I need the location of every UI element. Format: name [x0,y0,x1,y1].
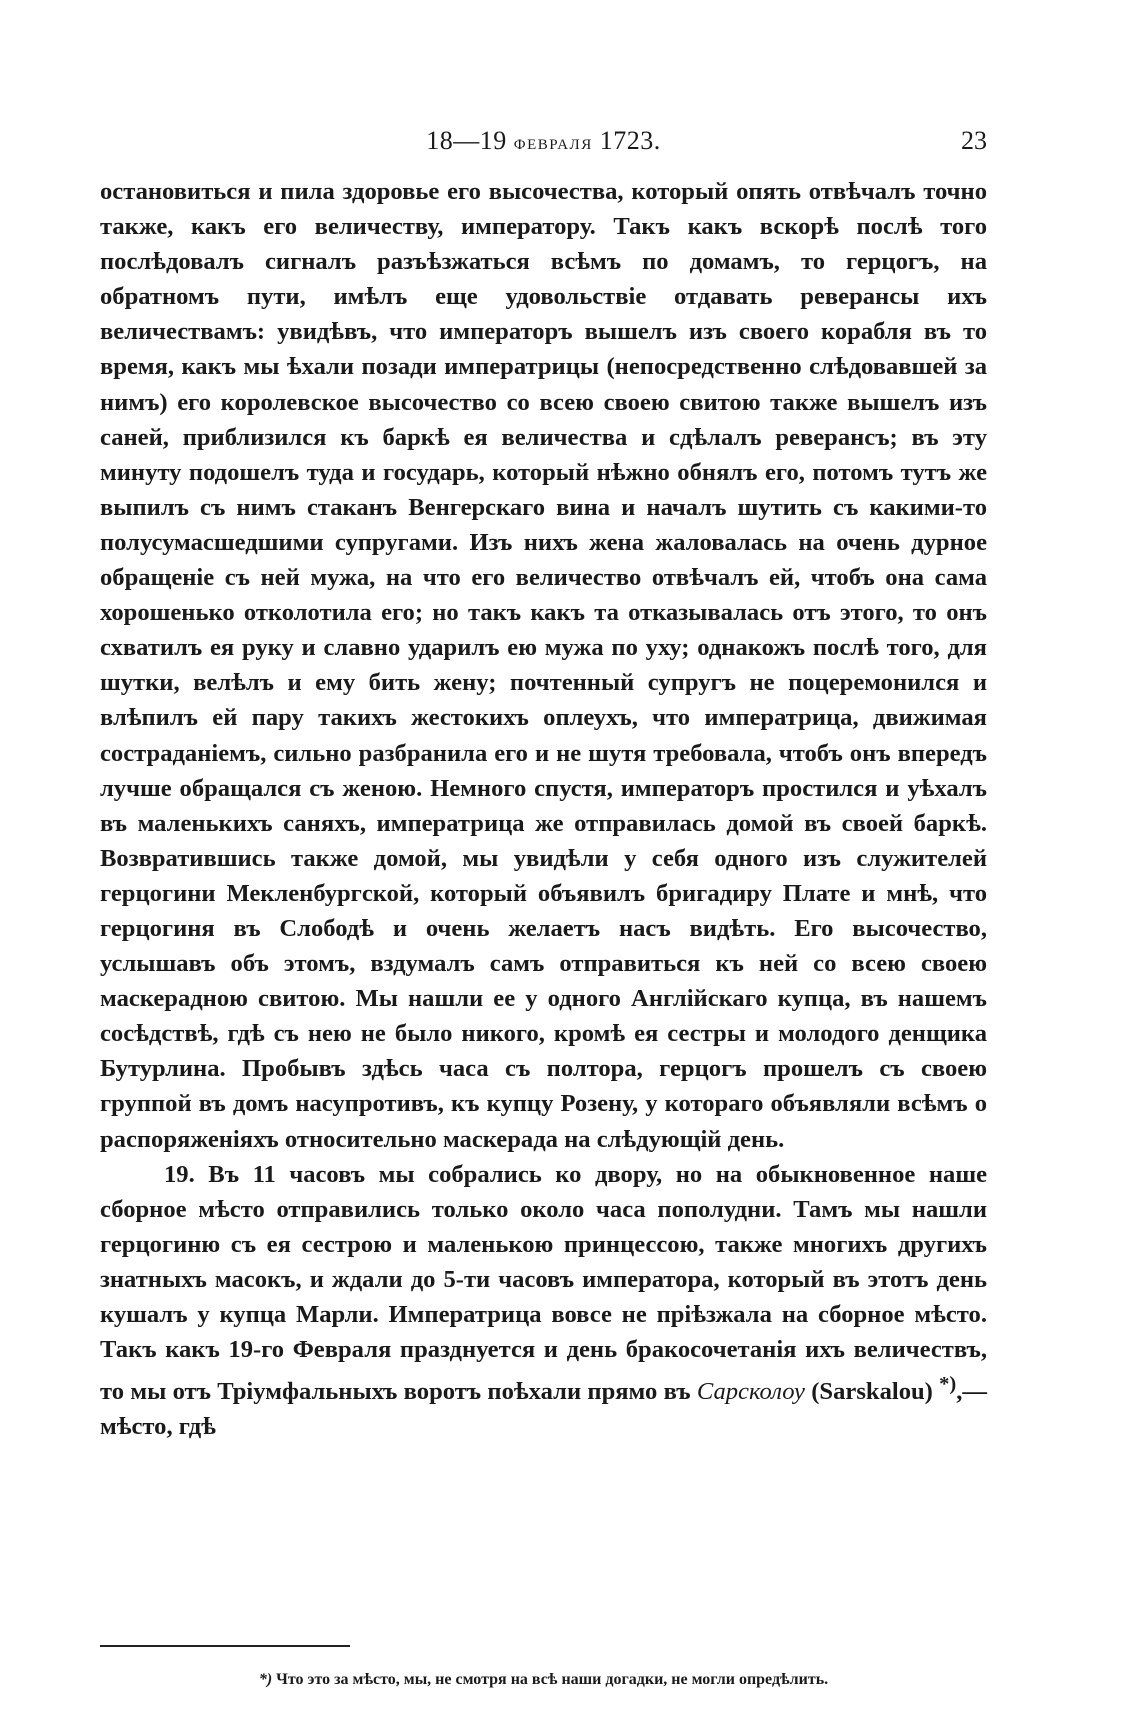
running-title-year: 1723. [592,126,661,155]
paragraph-text-end: ,—мѣсто, гдѣ [100,1378,987,1441]
page-number: 23 [961,126,987,155]
paragraph-february-19 [100,1157,987,1445]
main-text [100,174,987,1445]
footnote [100,1671,987,1689]
running-title-month: февраля [513,129,593,154]
paragraph-text-start: 19. Въ 11 часовъ мы собрались ко двору, но на обыкновенное наше сборное мѣсто отправились только около часа пополудни. Тамъ мы нашли герцогиню съ ея сестрою и маленькою принцессою, также многихъ другихъ знатныхъ масокъ, и ждали до 5-ти часовъ императора, который въ этотъ день кушалъ у купца Марли. Императрица вовсе не пріѣзжала на сборное мѣсто. Такъ какъ 19-го Февраля празднуется и день бракосочетанія ихъ величествъ, то мы отъ Тріумфальныхъ воротъ поѣхали прямо въ [100,1160,987,1406]
running-title [100,126,987,156]
footnote-reference: *) [939,1373,957,1396]
page-header [100,126,987,162]
running-title-date: 18—19 [426,126,514,155]
place-name-latin: (Sarskalou) [804,1378,940,1406]
footnote-mark: *) [258,1671,273,1688]
place-name-cyrillic: Сарсколоу [696,1378,805,1406]
paragraph-continuation: остановиться и пила здоровье его высочества, который опять отвѣчалъ точно также, какъ его величеству, императору. Такъ какъ вскорѣ послѣ того послѣдовалъ сигналъ разъѣзжаться всѣмъ по домамъ, то герцогъ, на обратномъ пути, имѣлъ еще удовольствіе отдавать реверансы ихъ величествамъ: увидѣвъ, что императоръ вышелъ изъ своего корабля въ то время, какъ мы ѣхали позади императрицы (непосредственно слѣдовавшей за нимъ) его королевское высочество со всею своею свитою также вышелъ изъ саней, приблизился къ баркѣ ея величества и сдѣлалъ реверансъ; въ эту минуту подошелъ туда и государь, который нѣжно обнялъ его, потомъ тутъ же выпилъ съ нимъ стаканъ Венгерскаго вина и началъ шутить съ какими-то полусумасшедшими супругами. Изъ нихъ жена жаловалась на очень дурное обращеніе съ ней мужа, на что его величество отвѣчалъ ей, чтобъ она сама хорошенько отколотила его; но такъ какъ та отказывалась отъ этого, то онъ схватилъ ея руку и славно ударилъ ею мужа по уху; однакожъ послѣ того, для шутки, велѣлъ и ему бить жену; почтенный супругъ не поцеремонился и влѣпилъ ей пару такихъ жестокихъ оплеухъ, что императрица, движимая состраданіемъ, сильно разбранила его и не шутя требовала, чтобъ онъ впередъ лучше обращался съ женою. Немного спустя, императоръ простился и уѣхалъ въ маленькихъ саняхъ, императрица же отправилась домой въ своей баркѣ. Возвратившись также домой, мы увидѣли у себя одного изъ служителей герцогини Мекленбургской, который объявилъ бригадиру Плате и мнѣ, что герцогиня въ Слободѣ и очень желаетъ насъ видѣть. Его высочество, услышавъ объ этомъ, вздумалъ самъ отправиться къ ней со всею своею маскерадною свитою. Мы нашли ее у одного Англійскаго купца, въ нашемъ сосѣдствѣ, гдѣ съ нею не было никого, кромѣ ея сестры и молодого денщика Бутурлина. Пробывъ здѣсь часа съ полтора, герцогъ прошелъ съ своею группой въ домъ насупротивъ, къ купцу Розену, у котораго объявляли всѣмъ о распоряженіяхъ относительно маскерада на слѣдующій день. [100,178,987,1153]
footnote-divider [100,1645,350,1647]
footnote-text: Что это за мѣсто, мы, не смотря на всѣ наши догадки, не могли опредѣлить. [272,1671,829,1688]
